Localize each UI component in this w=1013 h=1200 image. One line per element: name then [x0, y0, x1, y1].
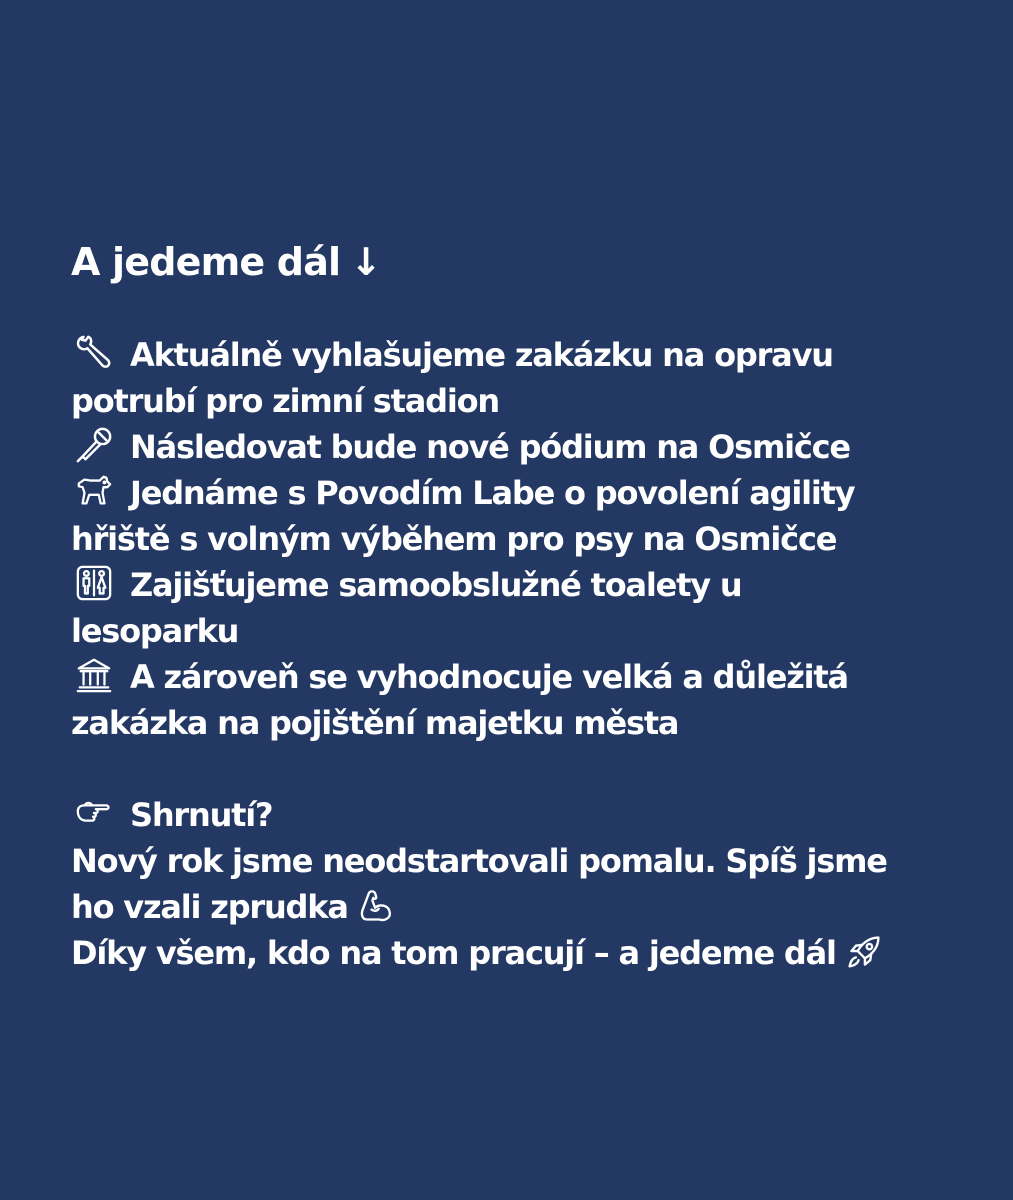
list-item: Následovat bude nové pódium na Osmičce — [71, 424, 971, 470]
list-item-continuation: lesoparku — [71, 612, 239, 650]
classical-building-icon — [71, 656, 117, 694]
microphone-icon — [71, 426, 117, 464]
restroom-icon — [71, 564, 117, 602]
list-item-continuation: potrubí pro zimní stadion — [71, 382, 499, 420]
summary-line: Díky všem, kdo na tom pracují – a jedeme dál — [71, 930, 971, 976]
list-item: A zároveň se vyhodnocuje velká a důležitá — [71, 654, 971, 700]
summary-line: ho vzali zprudka — [71, 884, 971, 930]
rocket-icon — [846, 934, 890, 970]
spacer — [71, 746, 971, 792]
summary-title-line: Shrnutí? — [71, 792, 971, 838]
list-item: Aktuálně vyhlašujeme zakázku na opravu — [71, 332, 971, 378]
summary-line: Nový rok jsme neodstartovali pomalu. Spíš jsme — [71, 842, 887, 880]
dog-icon — [71, 472, 117, 510]
heading — [71, 237, 971, 287]
list-item: Jednáme s Povodím Labe o povolení agility — [71, 470, 971, 516]
down-arrow-icon: ↓ — [350, 240, 382, 284]
list-item: Zajišťujeme samoobslužné toalety u — [71, 562, 971, 608]
list-item-continuation: zakázka na pojištění majetku města — [71, 704, 679, 742]
pointing-hand-icon — [71, 794, 117, 832]
flexed-biceps-icon — [358, 888, 402, 924]
heading-text: A jedeme dál — [71, 240, 341, 284]
wrench-icon — [71, 334, 117, 372]
post-content — [71, 237, 971, 976]
list-item-continuation: hřiště s volným výběhem pro psy na Osmičce — [71, 520, 837, 558]
